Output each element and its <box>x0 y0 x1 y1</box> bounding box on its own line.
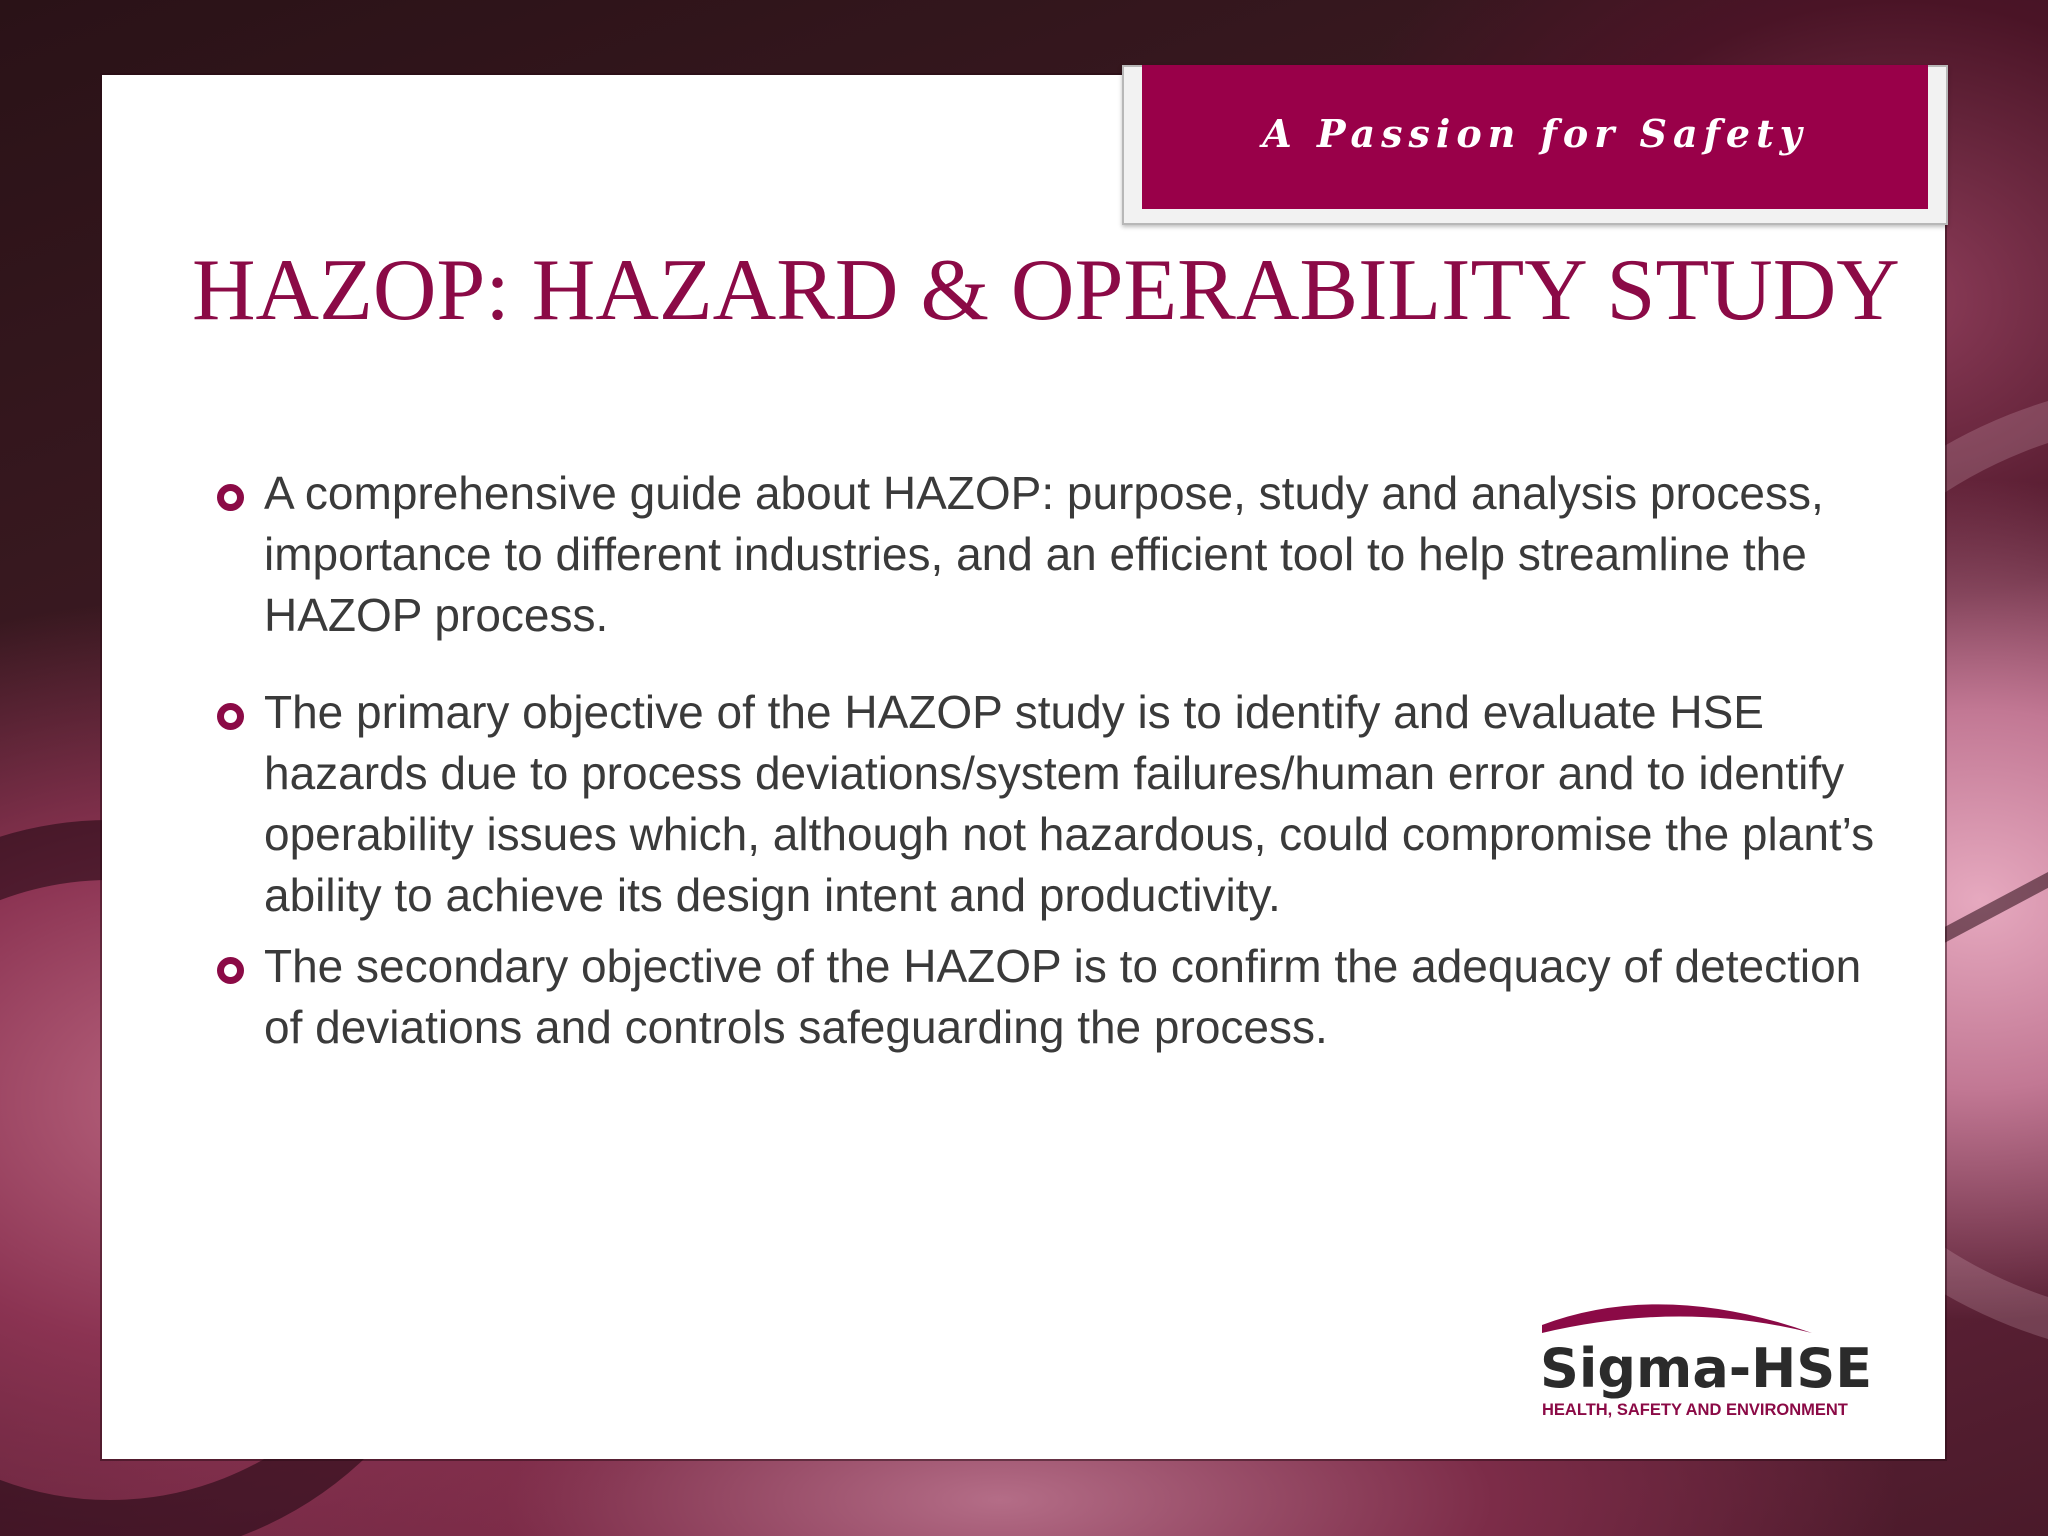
ring-bullet-icon <box>217 957 244 984</box>
ring-bullet-icon <box>217 703 244 730</box>
bullet-list <box>217 463 1897 1058</box>
ring-bullet-icon <box>217 484 244 511</box>
logo-swoosh-icon <box>1542 1304 1812 1333</box>
logo-name: Sigma-HSE <box>1540 1337 1872 1400</box>
tagline-banner <box>1142 65 1928 209</box>
bullet-text: The secondary objective of the HAZOP is to confirm the adequacy of detection of deviations and controls safeguarding the process. <box>264 940 1862 1053</box>
slide-title: HAZOP: HAZARD & OPERABILITY STUDY <box>192 242 1900 339</box>
sigma-hse-logo <box>1532 1285 1872 1435</box>
logo-subtitle: HEALTH, SAFETY AND ENVIRONMENT <box>1542 1401 1848 1419</box>
bullet-item <box>217 936 1897 1058</box>
bullet-item <box>217 463 1897 646</box>
bullet-item <box>217 682 1897 926</box>
bullet-text: The primary objective of the HAZOP study is to identify and evaluate HSE hazards due to process deviations/system failures/human error and to identify operability issues which, although not hazardous, could compromise the plant’s ability to achieve its design intent and productivity. <box>264 686 1875 921</box>
bullet-text: A comprehensive guide about HAZOP: purpose, study and analysis process, importance to different industries, and an efficient tool to help streamline the HAZOP process. <box>264 467 1824 641</box>
content-panel <box>102 75 1945 1459</box>
tagline-text: A Passion for Safety <box>1262 110 1808 156</box>
